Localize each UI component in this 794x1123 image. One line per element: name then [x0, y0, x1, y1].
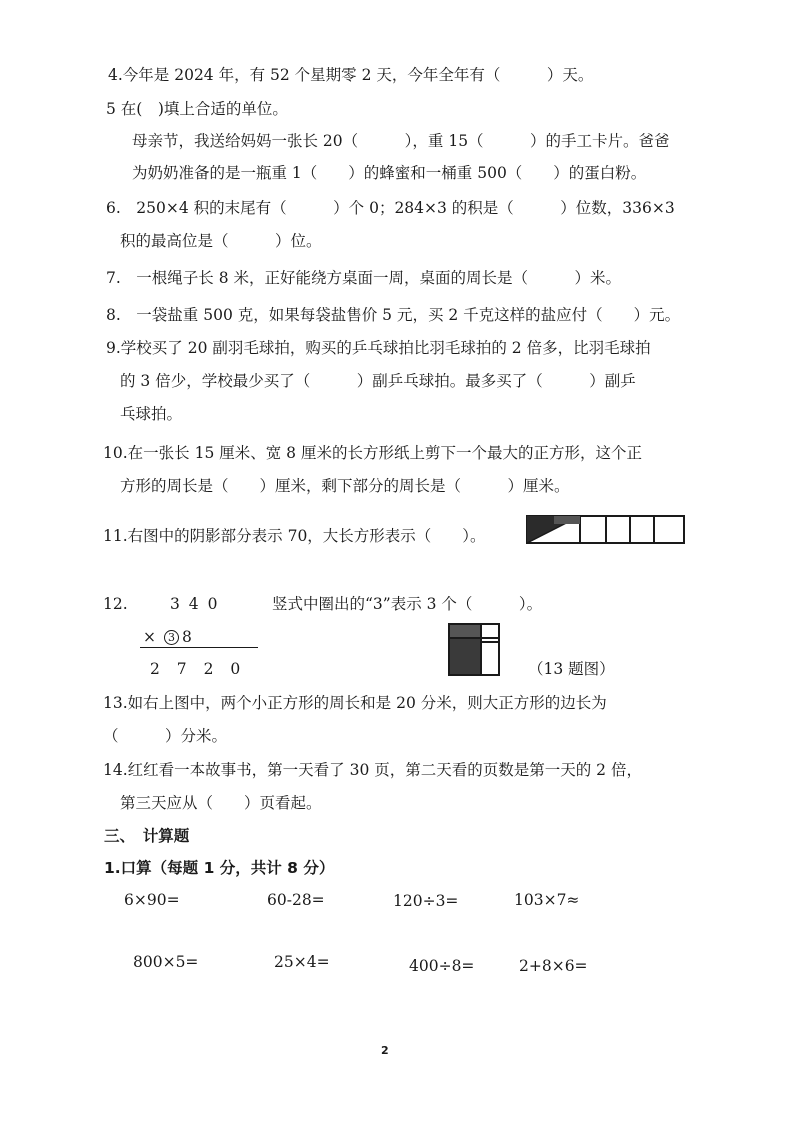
mental-math-8: 2+8×6= — [519, 957, 588, 975]
q9-line3: 乓球拍。 — [120, 405, 183, 423]
q5-line1: 母亲节，我送给妈妈一张长 20（ ），重 15（ ）的手工卡片。爸爸 — [132, 132, 670, 150]
q13-caption: （13 题图） — [528, 660, 615, 678]
q14-line1: 14.红红看一本故事书，第一天看了 30 页，第二天看的页数是第一天的 2 倍， — [103, 761, 642, 779]
q12-vertical-line — [140, 647, 258, 648]
q11-bar-figure — [526, 515, 686, 545]
mental-math-7: 400÷8= — [409, 957, 475, 975]
q12-label: 12. — [103, 595, 128, 613]
q4: 4.今年是 2024 年，有 52 个星期零 2 天，今年全年有（ ）天。 — [108, 66, 594, 84]
mental-math-4: 103×7≈ — [514, 891, 580, 909]
q12-multiplicand: 3 4 0 — [170, 595, 220, 613]
q6-line1: 6. 250×4 积的末尾有（ ）个 0；284×3 的积是（ ）位数，336×3 — [106, 199, 675, 217]
q5-title: 5 在( )填上合适的单位。 — [106, 100, 288, 118]
multiplier-digit: 8 — [182, 628, 192, 646]
q9-line1: 9.学校买了 20 副羽毛球拍，购买的乒乓球拍比羽毛球拍的 2 倍多，比羽毛球拍 — [106, 339, 651, 357]
q12-multiplier-row — [143, 630, 192, 646]
section3-subtitle: 1.口算（每题 1 分，共计 8 分） — [104, 859, 335, 877]
section3-title: 三、 计算题 — [104, 827, 190, 845]
mental-math-3: 120÷3= — [393, 892, 459, 910]
q5-line2: 为奶奶准备的是一瓶重 1（ ）的蜂蜜和一桶重 500（ ）的蛋白粉。 — [132, 164, 647, 182]
mental-math-6: 25×4= — [274, 953, 330, 971]
q14-line2: 第三天应从（ ）页看起。 — [120, 794, 322, 812]
q10-line2: 方形的周长是（ ）厘米，剩下部分的周长是（ ）厘米。 — [120, 477, 570, 495]
mental-math-2: 60-28= — [267, 891, 325, 909]
mental-math-5: 800×5= — [133, 953, 199, 971]
q11: 11.右图中的阴影部分表示 70，大长方形表示（ ）。 — [103, 527, 486, 545]
q10-line1: 10.在一张长 15 厘米、宽 8 厘米的长方形纸上剪下一个最大的正方形，这个正 — [103, 444, 642, 462]
q13-line2: （ ）分米。 — [103, 727, 228, 745]
q13-line1: 13.如右上图中，两个小正方形的周长和是 20 分米，则大正方形的边长为 — [103, 694, 607, 712]
mental-math-1: 6×90= — [124, 891, 180, 909]
page-number: 2 — [381, 1044, 389, 1057]
q6-line2: 积的最高位是（ ）位。 — [120, 232, 322, 250]
q12-text: 竖式中圈出的“3”表示 3 个（ ）。 — [272, 595, 543, 613]
q13-square-figure — [447, 622, 501, 678]
q9-line2: 的 3 倍少，学校最少买了（ ）副乒乓球拍。最多买了（ ）副乒 — [120, 372, 636, 390]
times-sign: × — [143, 628, 156, 646]
q12-product: 2 7 2 0 — [150, 660, 247, 678]
q8: 8. 一袋盐重 500 克，如果每袋盐售价 5 元，买 2 千克这样的盐应付（ ）元。 — [106, 306, 681, 324]
circled-digit: 3 — [164, 630, 179, 645]
q7: 7. 一根绳子长 8 米，正好能绕方桌面一周，桌面的周长是（ ）米。 — [106, 269, 622, 287]
